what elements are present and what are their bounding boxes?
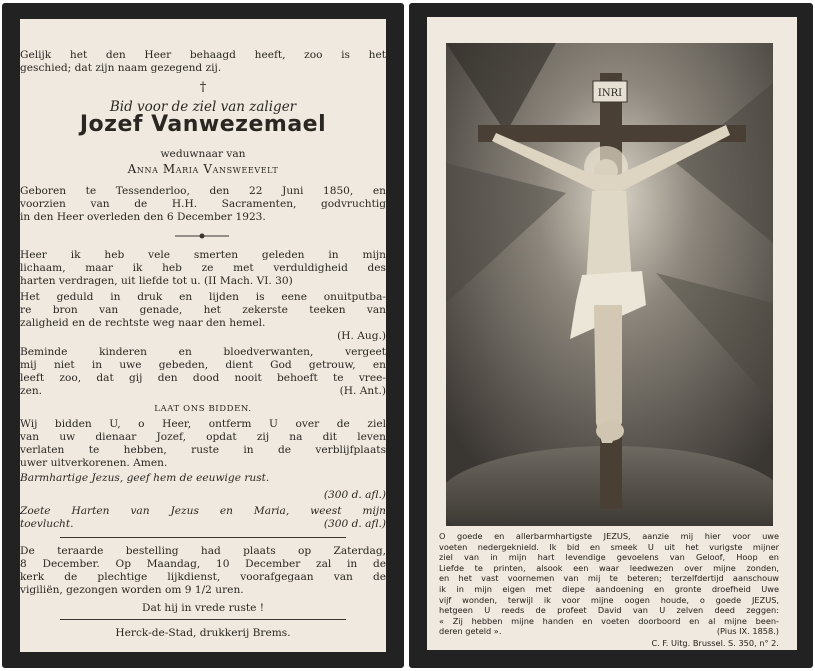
funeral-line-1: De teraarde bestelling had plaats op Zaterdag,	[20, 545, 386, 557]
funeral-line-4: vigiliën, gezongen worden om 9 1/2 uren.	[20, 584, 244, 596]
devotion-line-4: Liefde te printen, alsook een waar leedwezen over mijne zonden,	[439, 562, 779, 573]
printer-credit: Herck-de-Stad, drukkerij Brems.	[115, 627, 291, 639]
memorial-text-panel	[20, 19, 386, 652]
quote3-line-1: Beminde kinderen en bloedverwanten, vergeet	[20, 346, 386, 358]
funeral-line-3: kerk de plechtige lijkdienst, voorafgegaan van de	[20, 571, 386, 583]
quote2-line-1: Het geduld in druk en lijden is eene onuitputba-	[20, 291, 386, 303]
crucifix-image	[446, 43, 773, 526]
prayer-line-4: uwer uitverkorenen. Amen.	[20, 457, 168, 469]
inri-plaque: INRI	[597, 88, 623, 99]
bio-line-1: Geboren te Tessenderloo, den 22 Juni 1850, en	[20, 185, 386, 197]
devotion-line-3: ziel van in mijn hart levendige gevoelens van Geloof, Hoop en	[439, 552, 779, 563]
deceased-name: Jozef Vanwezemael	[79, 112, 327, 137]
quote3-line-3: leeft zoo, dat gij den dood nooit behoeft te vree-	[20, 372, 386, 384]
quote1-line-1: Heer ik heb vele smerten geleden in mijn	[20, 249, 386, 261]
devotional-prayer	[439, 531, 779, 649]
ejaculation-2-line-1: Zoete Harten van Jezus en Maria, weest mijn	[20, 505, 386, 517]
divider-line	[60, 537, 346, 538]
prayer-line-2: van uw dienaar Jozef, opdat zij na dit leven	[20, 431, 386, 443]
ejaculation-2-line-2: toevlucht.	[20, 518, 74, 530]
rest-in-peace: Dat hij in vrede ruste !	[141, 602, 265, 614]
devotion-source: (Pius IX. 1858.)	[716, 626, 779, 637]
cross-icon: †	[199, 80, 207, 95]
devotion-line-10	[439, 626, 779, 637]
opening-line-2: geschied; dat zijn naam gezegend zij.	[20, 62, 222, 74]
devotion-line-7: vijf wonden, terwijl ik voor mijne oogen houde, o goede JEZUS,	[439, 594, 779, 605]
quote1-line-3: harten verdragen, uit liefde tot u. (II Mach. VI. 30)	[20, 275, 293, 287]
prayer-line-1: Wij bidden U, o Heer, ontferm U over de ziel	[20, 418, 386, 430]
bio-line-3: in den Heer overleden den 6 December 1923.	[20, 211, 266, 223]
ejaculation-1: Barmhartige Jezus, geef hem de eeuwige rust.	[20, 472, 270, 484]
quote2-line-2: re bron van genade, het zekerste teeken van	[20, 304, 386, 316]
divider-line-2	[60, 619, 346, 620]
widower-label: weduwnaar van	[160, 148, 246, 160]
quote2-line-3: zaligheid en de rechtste weg naar den hemel.	[20, 317, 266, 329]
spouse-name: Anna Maria Vansweevelt	[127, 162, 279, 176]
devotion-line-8: hetgeen U reeds de profeet David van U zelven deed zeggen:	[439, 605, 779, 616]
quote3-source: (H. Ant.)	[339, 385, 386, 397]
devotion-line-5: en het vast voornemen van mij te beteren; terzelfdertijd aanschouw	[439, 573, 779, 584]
bio-line-2: voorzien van de H.H. Sacramenten, godvruchtig	[20, 198, 386, 210]
quote1-line-2: lichaam, maar ik heb ze met verduldigheid des	[20, 262, 386, 274]
funeral-line-2: 8 December. Op Maandag, 10 December zal in de	[20, 558, 386, 570]
left-card	[2, 3, 404, 668]
opening-line-1: Gelijk het den Heer behaagd heeft, zoo is het	[20, 49, 386, 61]
quote3-line-2: mij niet in uwe gebeden, dient God getrouw, en	[20, 359, 386, 371]
prayer-heading: LAAT ONS BIDDEN.	[154, 404, 252, 414]
indulgence-1: (300 d. afl.)	[323, 489, 386, 501]
devotion-line-10-text: deren geteld ».	[439, 626, 502, 637]
ornament-divider	[175, 232, 229, 240]
prayer-line-3: verlaten te hebben, ruste in de verblijfplaats	[20, 444, 386, 456]
publisher-credit: C. F. Uitg. Brussel. S. 350, n° 2.	[651, 637, 779, 648]
devotion-line-2: voeten nedergeknield. Ik bid en smeek U uit het vurigste mijner	[439, 541, 779, 552]
quote2-source: (H. Aug.)	[337, 330, 386, 342]
quote3-line-4: zen.	[20, 385, 43, 397]
devotion-line-9: « Zij hebben mijne handen en voeten doorboord en al mijne been-	[439, 615, 779, 626]
prayer-request: Bid voor de ziel van zaliger	[109, 99, 297, 115]
devotion-line-6: ik in mijn eigen met diepe aandoening en gronte droefheid Uwe	[439, 583, 779, 594]
right-card	[409, 3, 813, 668]
devotion-line-1: O goede en allerbarmhartigste JEZUS, aanzie mij hier voor uwe	[439, 531, 779, 541]
indulgence-2: (300 d. afl.)	[323, 518, 386, 530]
